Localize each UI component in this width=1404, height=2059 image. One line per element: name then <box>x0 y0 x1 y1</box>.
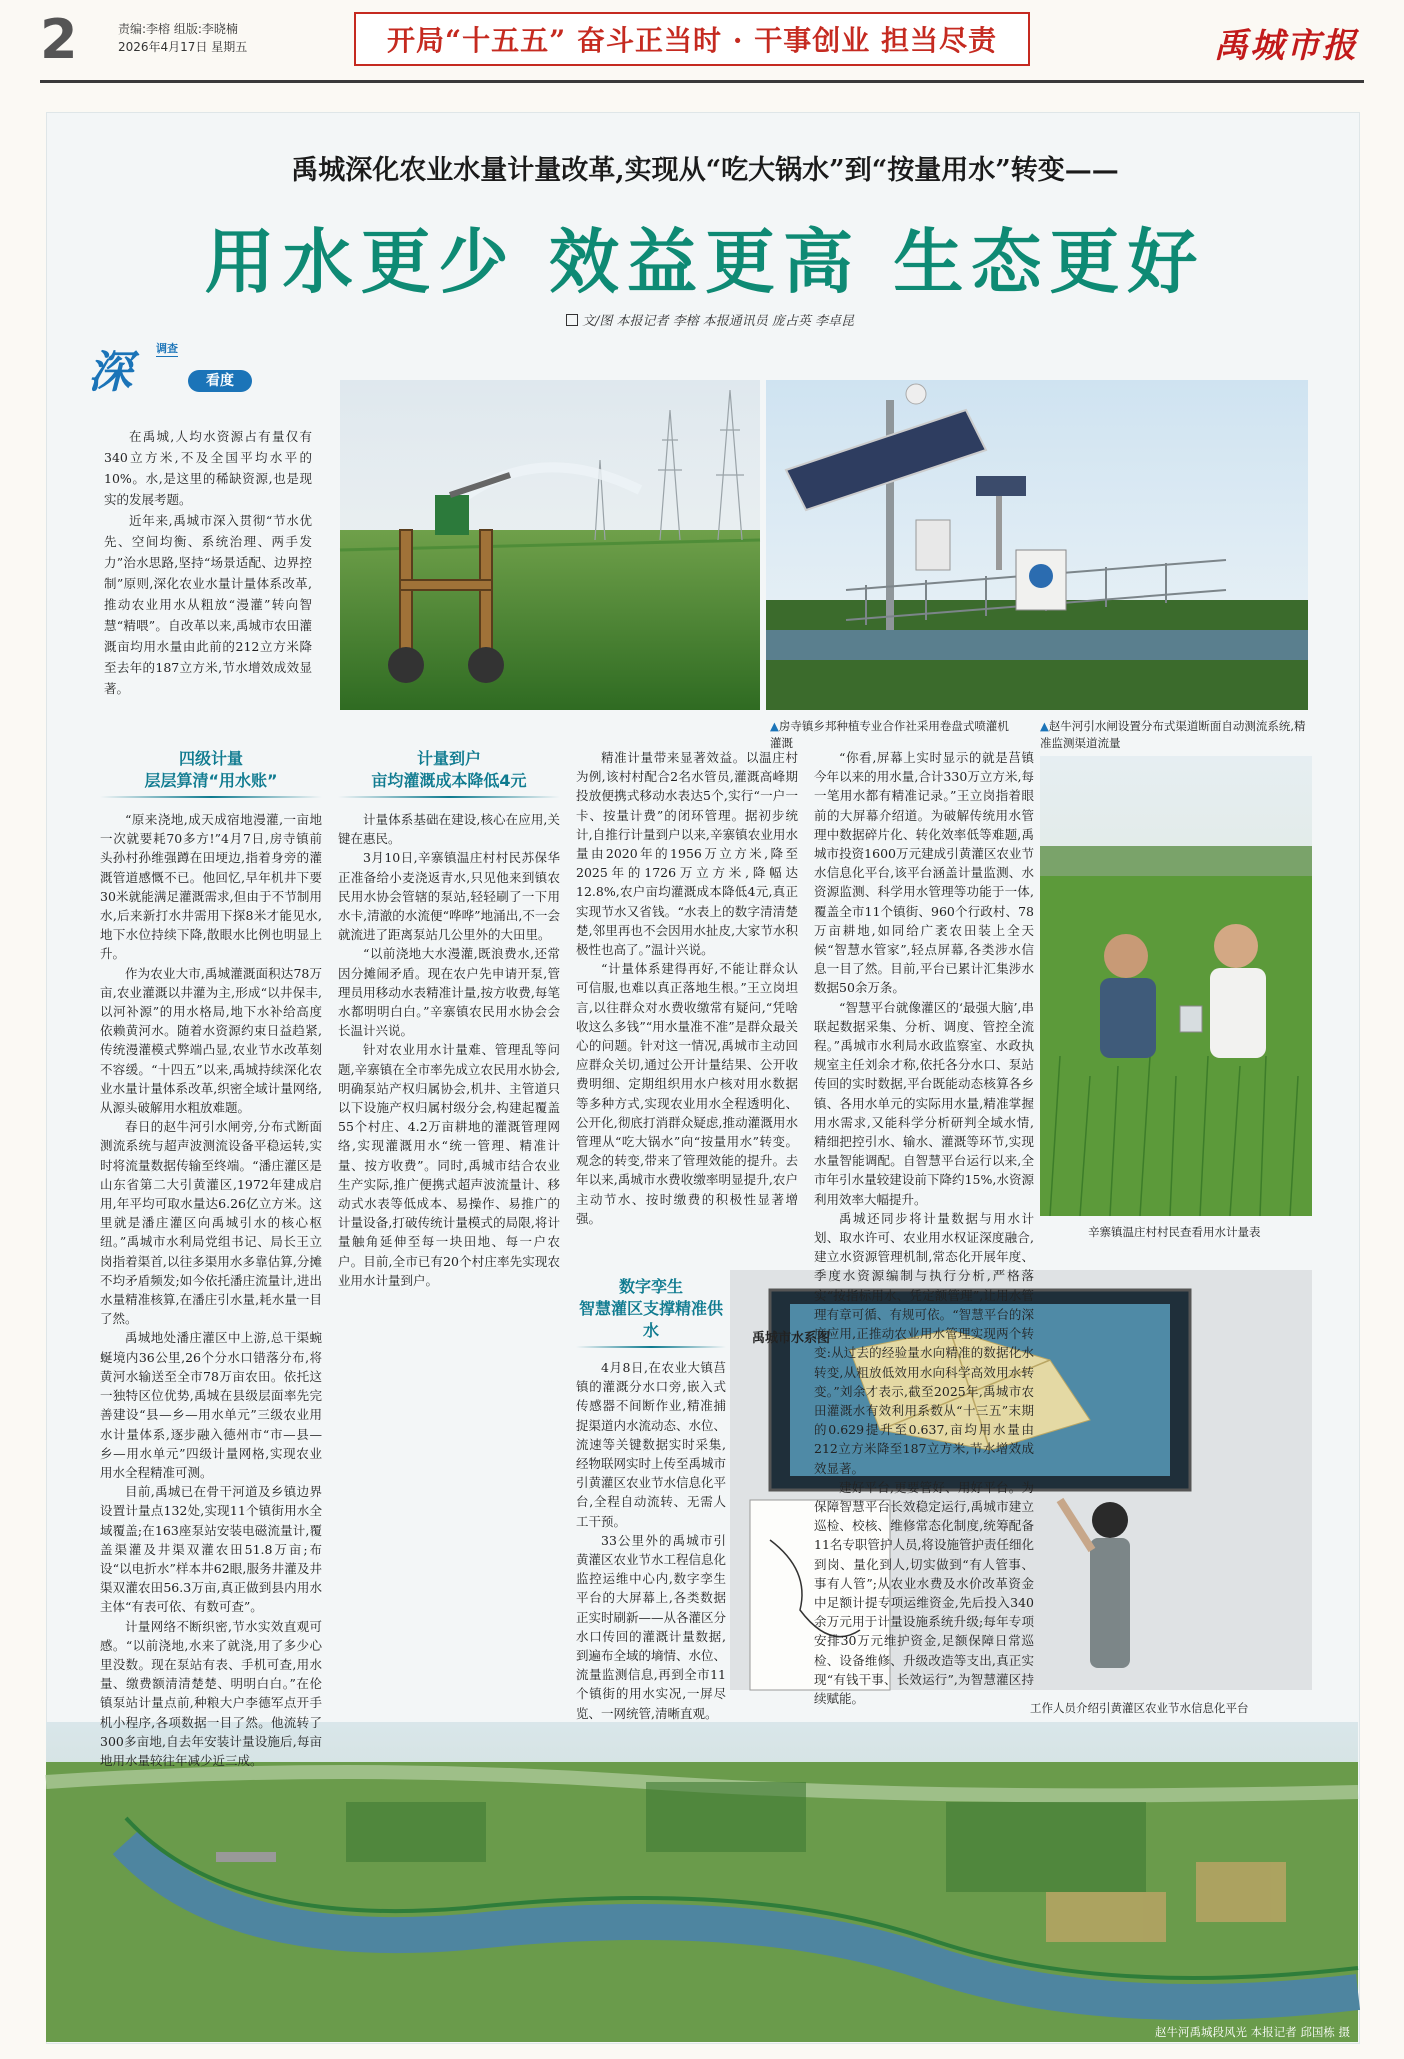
sprinkler-photo-image <box>340 380 760 710</box>
map-title: 禹城市水系图 <box>752 1331 831 1346</box>
article-kicker: 禹城深化农业水量计量改革,实现从“吃大锅水”到“按量用水”转变—— <box>291 155 1119 186</box>
section-3-body: 4月8日,在农业大镇莒镇的灌溉分水口旁,嵌入式传感器不间断作业,精准捕捉渠道内水流动态、水位、流速等关键数据实时采集,经物联网实时上传至禹城市引黄灌区农业节水信息化平台,全程自动流转、无需人工干预。 33公里外的禹城市引黄灌区农业节水工程信息化监控运维中心内,数字孪生平台的大屏幕上,各类数据正实时刷新——从各灌区分水口传回的灌溉计量数据,到遍布全域的墒情、水位、流量监测信息,再到全市11个镇街的用水实况,一屏尽览、一网统管,清晰直观。 <box>576 1360 727 1721</box>
body-column-4 <box>814 748 1034 1706</box>
caption-photo4: 工作人员介绍引黄灌区农业节水信息化平台 <box>1030 1701 1249 1715</box>
column-badge <box>88 336 318 406</box>
body-column-1 <box>100 748 322 1770</box>
page-number: 2 <box>40 8 78 71</box>
photo-villagers <box>1040 756 1312 1216</box>
photo-sprinkler <box>340 380 760 710</box>
column-badge-big: 深 <box>88 347 132 398</box>
article-byline <box>470 310 950 329</box>
section-1-title: 四级计量 层层算清“用水账” <box>100 748 322 798</box>
photo-monitoring-station <box>766 380 1308 710</box>
monitoring-photo-image <box>766 380 1308 710</box>
caption-photo2: ▲赵牛河引水闸设置分布式渠道断面自动测流系统,精准监测渠道流量 <box>1040 719 1306 750</box>
section-3-body-cont: “你看,屏幕上实时显示的就是莒镇今年以来的用水量,合计330万立方米,每一笔用水都有精准记录。”王立岗指着眼前的大屏幕介绍道。为破解传统用水管理中数据碎片化、转化效率低等难题,禹城市投资1600万元建成引黄灌区农业节水信息化平台,该平台涵盖计量监测、水资源监测、科学用水管理等功能于一体,覆盖全市11个镇街、960个行政村、78万亩耕地,如同给广袤农田装上全天候“智慧水管家”,轻点屏幕,各类涉水信息一目了然。目前,平台已累计汇集涉水数据50余万条。 “智慧平台就像灌区的‘最强大脑’,串联起数据采集、分析、调度、管控全流程。”禹城市水利局水政监察室、水政执规室主任刘余才称,依托各分水口、泵站传回的实时数据,平台既能动态核算各乡镇、各用水单元的实际用水量,精准掌握用水需求,又能科学分析研判全域水情,精细把控引水、输水、灌溉等环节,实现水量智能调配。自智慧平台运行以来,全市年引水量较建设前下降约15%,水资源利用效率大幅提升。 禹城还同步将计量数据与用水计划、取水许可、农业用水权证深度融合,建立水资源管理机制,常态化开展年度、季度水资源编制与执行分析,严格落实“按指标用水、凭定额管理”,让用水管理有章可循、有规可依。“智慧平台的深度应用,正推动农业用水管理实现两个转变:从过去的经验量水向精准的数据化水转变,从粗放低效用水向科学高效用水转变。”刘余才表示,截至2025年,禹城市农田灌溉水有效利用系数从“十三五”末期的0.629提升至0.637,亩均用水量由212立方米降至187立方米,节水增效成效显著。 建好平台,更要管好、用好平台。为保障智慧平台长效稳定运行,禹城市建立巡检、校核、维修常态化制度,统筹配备11名专职管护人员,将设施管护责任细化到岗、量化到人,切实做到“有人管事、事有人管”;从农业水费及水价改革资金中足额计提专项运维资金,先后投入340余万元用于计量设施系统升级;每年专项安排30万元维护资金,足额保障日常巡检、设备维修、升级改造等支出,真正实现“有钱干事、长效运行”,为智慧灌区持续赋能。 <box>814 750 1034 1706</box>
lead-paragraph: 在禹城,人均水资源占有量仅有340立方米,不及全国平均水平的10%。水,是这里的稀缺资源,也是现实的发展考题。 <box>104 429 312 507</box>
lead-text <box>104 426 312 699</box>
slogan-banner: 开局“十五五” 奋斗正当时 · 干事创业 担当尽责 <box>354 12 1030 66</box>
section-2-body-cont: 精准计量带来显著效益。以温庄村为例,该村村配合2名水管员,灌溉高峰期投放便携式移动水表达5个,实行“一户一卡、按量计费”的闭环管理。据初步统计,自推行计量到户以来,辛寨镇农业用水量由2020年的1956万立方米,降至2025年的1726万立方米,降幅达12.8%,农户亩均灌溉成本降低4元,真正实现节水又省钱。“水表上的数字清清楚楚,邻里再也不会因用水扯皮,大家节水积极性也高了。”温计兴说。 “计量体系建得再好,不能让群众认可信服,也难以真正落地生根。”王立岗坦言,以往群众对水费收缴常有疑问,“凭啥收这么多钱”“用水量准不准”是群众最关心的问题。针对这一情况,禹城市主动回应群众关切,通过公开计量结果、公开收费明细、定期组织用水户核对用水数据等多种方式,实现农业用水全程透明化、公开化,彻底打消群众疑虑,推动灌溉用水管理从“吃大锅水”向“按量用水”转变。观念的转变,带来了管理效能的提升。去年以来,禹城市水费收缴率明显提升,农户主动节水、按时缴费的积极性显著增强。 <box>576 750 798 1226</box>
body-column-3b <box>576 1276 727 1721</box>
editors-line: 责编:李榕 组版:李晓楠 <box>118 22 238 36</box>
masthead <box>0 0 1404 80</box>
caption-triangle-icon: ▲ <box>770 719 779 733</box>
paper-logo: 禹城市报 <box>1214 26 1358 66</box>
masthead-meta <box>118 20 247 56</box>
byline-text: 文/图 本报记者 李榕 本报通讯员 庞占英 李卓昆 <box>581 314 855 329</box>
section-1-body: “原来浇地,成天成宿地漫灌,一亩地一次就要耗70多方!”4月7日,房寺镇前头孙村孙维强蹲在田埂边,指着身旁的灌溉管道感慨不已。他回忆,早年机井下要30米就能满足灌溉需求,但由于不节制用水,后来新打水井需用下探8米才能见水,地下水位持续下降,散眼水比例也明显上升。 作为农业大市,禹城灌溉面积达78万亩,农业灌溉以井灌为主,形成“以井保丰,以河补源”的用水格局,地下水补给高度依赖黄河水。随着水资源约束日益趋紧,传统漫灌模式弊端凸显,农业节水改革刻不容缓。“十四五”以来,禹城持续深化农业水量计量体系改革,织密全域计量网络,从源头破解用水粗放难题。 春日的赵牛河引水闸旁,分布式断面测流系统与超声波测流设备平稳运转,实时将流量数据传输至终端。“潘庄灌区是山东省第二大引黄灌区,1972年建成启用,年平均可取水量达6.26亿立方米。这里就是潘庄灌区向禹城引水的核心枢纽。”禹城市水利局党组书记、局长王立岗指着渠首,以往多渠用水多靠估算,分摊不均矛盾频发;如今依托潘庄流量计,进出水量精准核算,在潘庄引水量,耗水量一目了然。 禹城地处潘庄灌区中上游,总干渠蜿蜒境内36公里,26个分水口错落分布,将黄河水输送至全市78万亩农田。依托这一独特区位优势,禹城在县级层面率先完善建设“县—乡—用水单元”三级农业用水计量体系,逐步融入德州市“市—县—乡—用水单元”四级计量网格,实现农业用水全程精准可测。 目前,禹城已在骨干河道及乡镇边界设置计量点132处,实现11个镇街用水全域覆盖;在163座泵站安装电磁流量计,覆盖渠灌及井渠双灌农田51.8万亩;布设“以电折水”样本井62眼,服务井灌及井渠双灌农田56.3万亩,真正做到县内用水主体“有表可依、有数可查”。 计量网络不断织密,节水实效直观可感。“以前浇地,水来了就浇,用了多少心里没数。现在泵站有表、手机可查,用水量、缴费额清清楚楚、明明白白。”在伦镇泵站计量点前,种粮大户李德军点开手机小程序,各项数据一目了然。他流转了300多亩地,自去年安装计量设施后,每亩地用水量较往年减少近三成。 <box>100 812 322 1768</box>
caption-photo1: ▲房寺镇乡邦种植专业合作社采用卷盘式喷灌机灌溉 <box>770 719 1009 750</box>
lead-paragraph: 近年来,禹城市深入贯彻“节水优先、空间均衡、系统治理、两手发力”治水思路,坚持“场景适配、边界控制”原则,深化农业水量计量体系改革,推动农业用水从粗放“漫灌”转向智慧“精喂”。自改革以来,禹城市农田灌溉亩均用水量由此前的212立方米降至去年的187立方米,节水增效成效显著。 <box>104 513 312 696</box>
section-3-title: 数字孪生 智慧灌区支撑精准供水 <box>576 1276 726 1348</box>
body-column-2 <box>338 748 560 1718</box>
masthead-rule <box>40 80 1364 83</box>
villagers-photo-image <box>1040 756 1312 1216</box>
caption-triangle-icon: ▲ <box>1040 719 1049 733</box>
caption-aerial: 赵牛河禹城段风光 本报记者 邱国栋 摄 <box>1155 2025 1350 2039</box>
column-badge-pill: 看度 <box>188 370 252 392</box>
section-title-rule <box>100 796 322 798</box>
caption-photo3: 辛寨镇温庄村村民查看用水计量表 <box>1088 1225 1261 1239</box>
byline-square-icon <box>566 314 578 326</box>
section-title-rule <box>338 796 560 798</box>
section-title-rule <box>576 1346 726 1348</box>
body-column-3 <box>576 748 798 1268</box>
date-line: 2026年4月17日 星期五 <box>118 40 248 54</box>
section-2-body: 计量体系基础在建设,核心在应用,关键在惠民。 3月10日,辛寨镇温庄村村民苏保华正准备给小麦浇返青水,只见他来到镇农民用水协会管辖的泵站,轻轻刷了一下用水卡,清澈的水流便“哗哗”地涌出,不一会就流进了距离泵站几公里外的大田里。 “以前浇地大水漫灌,既浪费水,还常因分摊闹矛盾。现在农户先申请开泵,管理员用移动水表精准计量,按方收费,每笔水都明明白白。”辛寨镇农民用水协会会长温计兴说。 针对农业用水计量难、管理乱等问题,辛寨镇在全市率先成立农民用水协会,明确泵站产权归属协会,机井、主管道只以下设施产权归属村级分会,构建起覆盖55个村庄、4.2万亩耕地的灌溉管理网络,实现灌溉用水“统一管理、精准计量、按方收费”。同时,禹城市结合农业生产实际,推广便携式超声波流量计、移动式水表等低成本、易操作、易推广的计量设备,打破传统计量模式的局限,将计量触角延伸至每一块田地、每一户农户。目前,全市已有20个村庄率先实现农业用水计量到户。 <box>338 812 560 1288</box>
section-2-title: 计量到户 亩均灌溉成本降低4元 <box>338 748 560 798</box>
column-badge-small: 调查 <box>156 342 178 355</box>
article-headline: 用水更少 效益更高 生态更好 <box>204 221 1206 303</box>
